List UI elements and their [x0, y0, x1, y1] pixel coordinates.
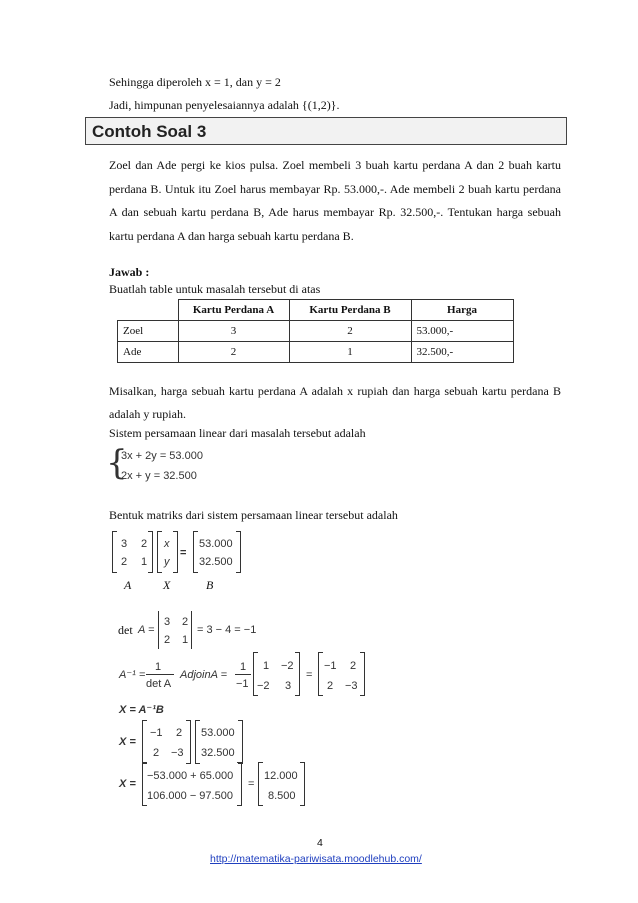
table-header-cell: Kartu Perdana B — [289, 300, 411, 321]
problem-line-1: Zoel dan Ade pergi ke kios pulsa. Zoel membeli 3 buah kartu perdana A dan 2 buah kartu — [109, 158, 561, 172]
matrix-cell: 53.000 — [199, 538, 233, 550]
expr-cell: −53.000 + 65.000 — [147, 770, 234, 782]
table-header-row — [118, 300, 514, 321]
frac2-num: 1 — [240, 661, 247, 673]
frac1-bar — [146, 674, 174, 675]
det-label: det — [118, 623, 133, 637]
result-cell: 8.500 — [268, 790, 296, 802]
answer-label: Jawab : — [109, 265, 150, 279]
spl-intro: Sistem persamaan linear dari masalah tersebut adalah — [109, 426, 366, 440]
inv-cell: −1 — [324, 660, 337, 672]
table-cell: Ade — [118, 342, 179, 363]
bracket-left — [318, 652, 323, 696]
matrix-cell: 32.500 — [199, 556, 233, 568]
problem-line-4: kartu perdana A dan harga sebuah kartu perdana B. — [109, 229, 354, 243]
frac1-den: det A — [146, 678, 172, 690]
inv-cell: −3 — [345, 680, 358, 692]
matrix-cell: 1 — [141, 556, 148, 568]
adj-cell: −2 — [281, 660, 294, 672]
table-cell: 2 — [178, 342, 289, 363]
table-cell: Zoel — [118, 321, 179, 342]
intro-line-2: Jadi, himpunan penyelesaiannya adalah {(1,2)}. — [109, 98, 340, 112]
step2-lhs: X = — [119, 736, 136, 748]
table-intro: Buatlah table untuk masalah tersebut di atas — [109, 282, 321, 296]
det-bar-left — [158, 611, 159, 649]
equation-1: 3x + 2y = 53.000 — [121, 450, 203, 462]
b-cell: 32.500 — [201, 747, 235, 759]
adjoin-label: AdjoinA = — [180, 669, 227, 681]
inv-cell: 2 — [153, 747, 160, 759]
result-cell: 12.000 — [264, 770, 298, 782]
step3-lhs: X = — [119, 778, 136, 790]
adj-cell: −2 — [257, 680, 270, 692]
frac2-den: −1 — [236, 678, 249, 690]
bracket-right — [186, 720, 191, 764]
det-cell: 3 — [164, 616, 171, 628]
table-header-empty — [118, 300, 179, 321]
intro-line-1: Sehingga diperoleh x = 1, dan y = 2 — [109, 75, 281, 89]
page-number: 4 — [317, 837, 323, 849]
misal-line-1: Misalkan, harga sebuah kartu perdana A adalah x rupiah dan harga sebuah kartu perdana B — [109, 384, 561, 398]
det-cell: 2 — [164, 634, 171, 646]
bracket-left — [258, 762, 263, 806]
bracket-right — [237, 762, 242, 806]
equation-2: 2x + y = 32.500 — [121, 470, 197, 482]
solve-step-1: X = A⁻¹B — [119, 704, 164, 716]
bracket-right — [173, 531, 178, 573]
matrix-cell: 2 — [121, 556, 128, 568]
matrix-cell: y — [164, 556, 170, 568]
footer-link[interactable]: http://matematika-pariwisata.moodlehub.com/ — [210, 853, 422, 865]
matrix-label-a: A — [124, 578, 132, 592]
table-cell: 53.000,- — [411, 321, 513, 342]
b-cell: 53.000 — [201, 727, 235, 739]
inv-cell: 2 — [350, 660, 357, 672]
table-row — [118, 342, 514, 363]
section-heading-box — [85, 117, 567, 145]
inv-cell: 2 — [176, 727, 183, 739]
left-brace: { — [106, 443, 128, 483]
det-bar-right — [191, 611, 192, 649]
bracket-right — [238, 720, 243, 764]
bracket-right — [148, 531, 153, 573]
bracket-right — [300, 762, 305, 806]
frac2-bar — [235, 674, 251, 675]
table-row — [118, 321, 514, 342]
bracket-left — [142, 720, 147, 764]
bracket-right — [295, 652, 300, 696]
equals-sign: = — [248, 778, 255, 790]
bracket-left — [195, 720, 200, 764]
section-heading: Contoh Soal 3 — [92, 122, 207, 141]
inverse-lhs: A⁻¹ = — [119, 669, 146, 681]
table-cell: 3 — [178, 321, 289, 342]
table-cell: 2 — [289, 321, 411, 342]
expr-cell: 106.000 − 97.500 — [147, 790, 233, 802]
matrix-cell: x — [164, 538, 170, 550]
det-var: A = — [138, 624, 155, 636]
det-cell: 1 — [182, 634, 189, 646]
det-result: = 3 − 4 = −1 — [197, 624, 257, 636]
matrix-cell: 3 — [121, 538, 128, 550]
inv-cell: −1 — [150, 727, 163, 739]
equals-sign: = — [306, 669, 313, 681]
problem-line-2: perdana B. Untuk itu Zoel harus membayar Rp. 53.000,-. Ade membeli 2 buah kartu perdana — [109, 182, 561, 196]
bracket-right — [360, 652, 365, 696]
det-cell: 2 — [182, 616, 189, 628]
table-cell: 32.500,- — [411, 342, 513, 363]
table-header-cell: Harga — [411, 300, 513, 321]
bracket-left — [193, 531, 198, 573]
frac1-num: 1 — [155, 661, 162, 673]
equals-sign: = — [180, 547, 187, 559]
table-header-cell: Kartu Perdana A — [178, 300, 289, 321]
matrix-cell: 2 — [141, 538, 148, 550]
matrix-intro: Bentuk matriks dari sistem persamaan linear tersebut adalah — [109, 508, 398, 522]
problem-line-3: A dan sebuah kartu perdana B, Ade harus membayar Rp. 32.500,-. Tentukan harga sebuah — [109, 205, 561, 219]
misal-line-2: adalah y rupiah. — [109, 407, 186, 421]
matrix-label-x: X — [163, 578, 171, 592]
inv-cell: −3 — [171, 747, 184, 759]
bracket-left — [157, 531, 162, 573]
inv-cell: 2 — [327, 680, 334, 692]
adj-cell: 3 — [285, 680, 292, 692]
bracket-right — [236, 531, 241, 573]
table-cell: 1 — [289, 342, 411, 363]
adj-cell: 1 — [263, 660, 270, 672]
bracket-left — [112, 531, 117, 573]
matrix-label-b: B — [206, 578, 214, 592]
data-table — [117, 299, 514, 363]
